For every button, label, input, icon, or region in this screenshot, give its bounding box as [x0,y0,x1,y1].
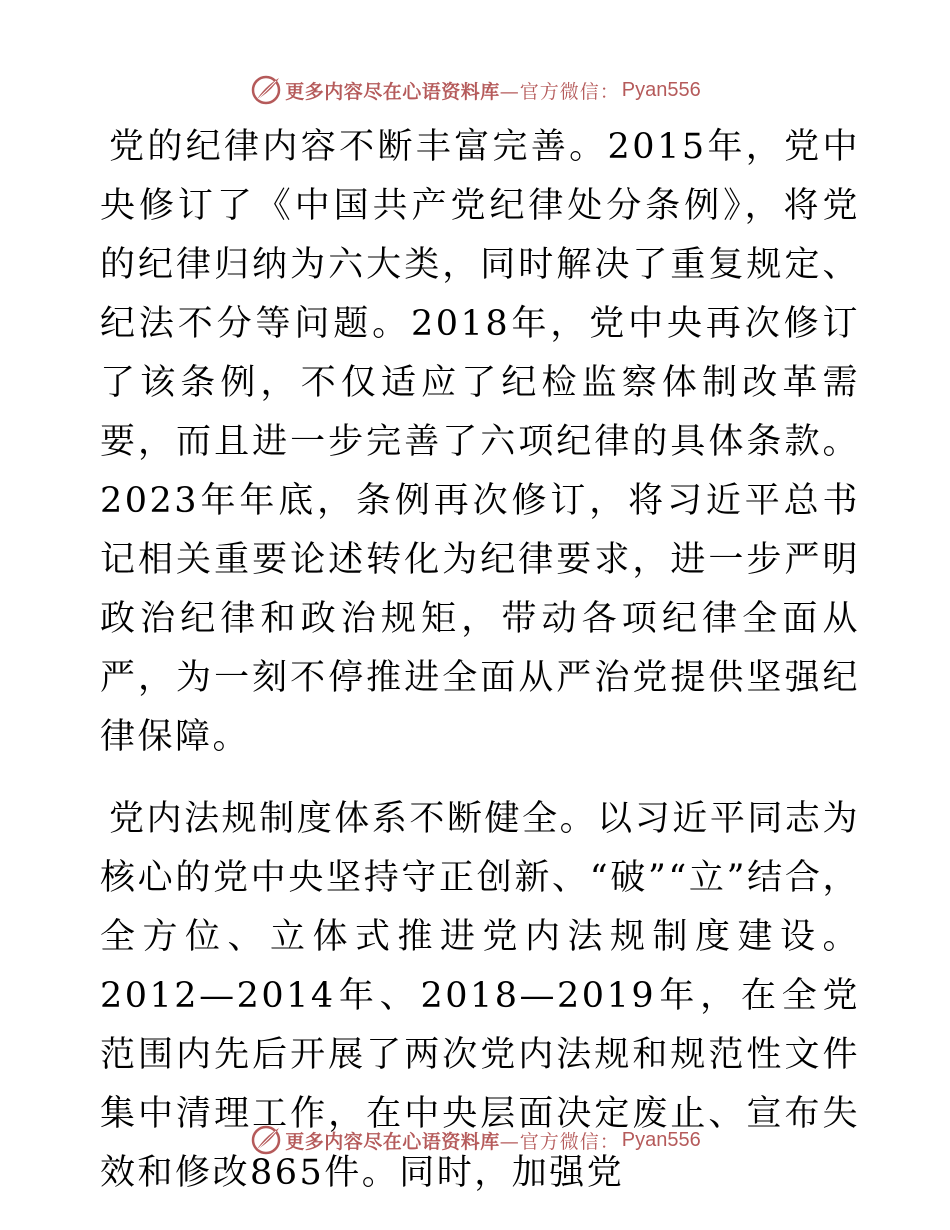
footer-site-text: 更多内容尽在心语资料库 [285,1130,500,1153]
feather-seal-icon [249,73,283,107]
footer-banner [0,1120,950,1160]
banner-site-text: 更多内容尽在心语资料库 [285,80,500,103]
footer-wechat-id: Pyan556 [621,1128,701,1151]
banner-official-text: —官方微信： [499,80,620,103]
paragraph-discipline: 党的纪律内容不断丰富完善。2015年，党中央修订了《中国共产党纪律处分条例》，将党的纪律归纳为六大类，同时解决了重复规定、纪法不分等问题。2018年，党中央再次修订了该条例，不仅适应了纪检监察体制改革需要，而且进一步完善了六项纪律的具体条款。2023年年底，条例再次修订，将习近平总书记相关重要论述转化为纪律要求，进一步严明政治纪律和政治规矩，带动各项纪律全面从严，为一刻不停推进全面从严治党提供坚强纪律保障。 [100,127,860,757]
paragraph-regulations: 党内法规制度体系不断健全。以习近平同志为核心的党中央坚持守正创新、“破”“立”结合，全方位、立体式推进党内法规制度建设。2012—2014年、2018—2019年，在全党范围内先后开展了两次党内法规和规范性文件集中清理工作，在中央层面决定废止、宣布失效和修改865件。同时，加强党 [100,799,860,1193]
header-banner [0,70,950,110]
document-body [100,118,860,1203]
feather-seal-icon [249,1123,283,1157]
footer-official-text: —官方微信： [499,1130,620,1153]
banner-wechat-id: Pyan556 [621,78,701,101]
